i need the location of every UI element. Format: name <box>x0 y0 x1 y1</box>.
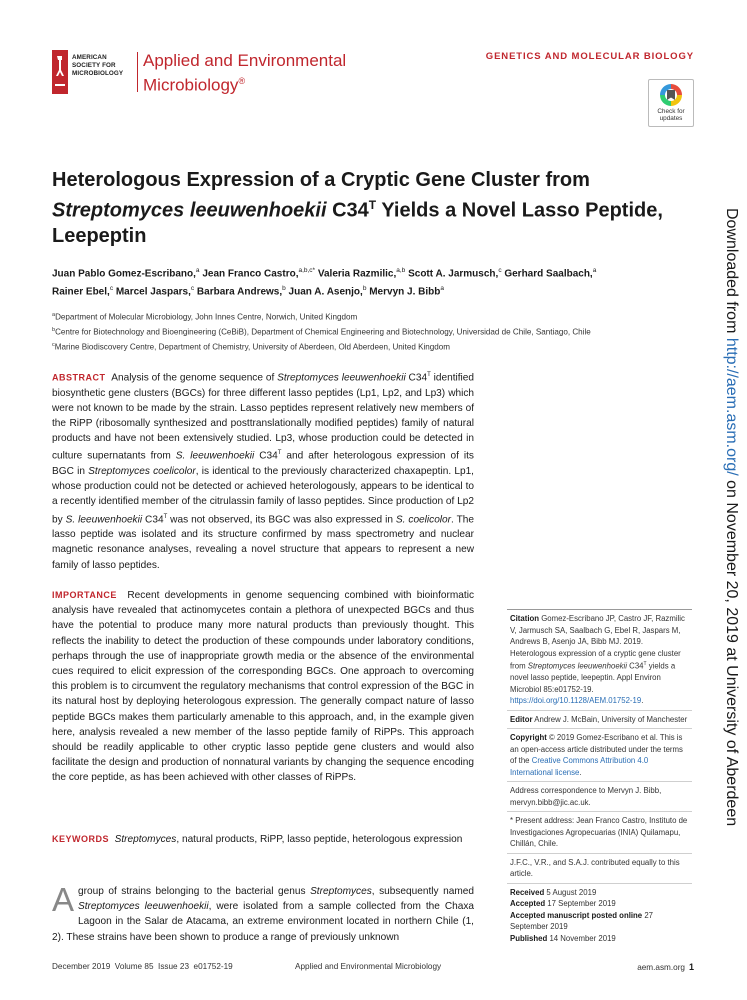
author-affil: c <box>109 285 114 293</box>
citation-text: Gomez-Escribano JP, Castro JF, Razmilic V, Jarmusch SA, Saalbach G, Ebel R, Jaspars M, Andrews B, Asenjo JA, Bibb MJ. 2019. Heterologous expression of a cryptic gene cluster from <box>510 614 685 671</box>
editor-text: Andrew J. McBain, University of Manchester <box>534 714 688 724</box>
keyword-italic: Streptomyces <box>114 834 177 845</box>
affil-sup: c <box>52 341 55 348</box>
author: Rainer Ebel, <box>52 286 110 298</box>
author: Juan A. Asenjo, <box>285 286 363 298</box>
equal-contribution-block: J.F.C., V.R., and S.A.J. contributed equally to this article. <box>507 853 692 883</box>
citation-sup: T <box>643 661 647 667</box>
abstract-text: and after heterologous expression of its BGC in <box>52 450 474 477</box>
author-affil: c <box>498 267 502 274</box>
abstract-text: , is identical to the previously characterized chaxapeptin. Lp1, whose production could not be detected or achieved heterologously, appears to be identical to a recently identified member of the citrulassin family of lasso peptides. Since production of Lp2 by <box>52 465 474 525</box>
abstract-text: . The lasso peptide was isolated and its structure confirmed by mass spectrometry and nuclear magnetic resonance analyses, revealing a novel structure that appears to represent a new family of lasso peptides. <box>52 513 474 571</box>
received-date: 5 August 2019 <box>546 887 597 897</box>
affiliations <box>52 309 672 354</box>
author-affil: c <box>190 285 195 293</box>
check-updates-line1: Check for <box>657 108 685 115</box>
watermark-prefix: Downloaded from <box>723 208 740 338</box>
intro-italic: Streptomyces leeuwenhoekii <box>78 901 209 913</box>
author-affil: a <box>592 267 597 274</box>
intro-italic: Streptomyces <box>310 886 372 897</box>
abstract-text: C34 <box>254 450 278 462</box>
accepted-date: 17 September 2019 <box>547 899 616 909</box>
copyright-end: . <box>579 767 582 777</box>
microscope-icon <box>52 50 68 94</box>
keywords-label: KEYWORDS <box>52 834 110 844</box>
footer-site-link[interactable]: aem.asm.org <box>637 963 685 972</box>
intro-text: , were isolated from a sample collected from the Chaxa Lagoon in the Salar de Atacama, an extreme environment located in northern Chile (1, 2). These strains have been shown to produce a range of previously unknown <box>52 901 474 943</box>
author: Valeria Razmilic, <box>315 268 397 280</box>
affiliation <box>52 324 672 339</box>
citation-text: C34 <box>627 661 644 671</box>
abstract-text: was not observed, its BGC was also expressed in <box>167 513 396 525</box>
page-number: 1 <box>688 962 694 972</box>
citation-text: yields a novel lasso peptide, leepeptin. Appl Environ Microbiol 85:e01752-19. <box>510 661 676 694</box>
received-label: Received <box>510 887 545 897</box>
affil-text: Centre for Biotechnology and Bioengineering (CeBiB), Department of Chemical Engineering and Biotechnology, Universidad de Chile, Santiago, Chile <box>55 327 591 337</box>
society-line-3: MICROBIOLOGY <box>72 70 124 77</box>
asm-logo <box>52 50 136 94</box>
abstract-sup: T <box>277 450 282 457</box>
copyright-label: Copyright <box>510 733 547 743</box>
title-line2-end: Yields a Novel Lasso Peptide, <box>376 199 663 222</box>
author: Mervyn J. Bibb <box>366 286 441 298</box>
author: Gerhard Saalbach, <box>501 268 593 280</box>
author-affil: b <box>282 285 286 293</box>
abstract <box>52 368 474 573</box>
copyright-text: © 2019 Gomez-Escribano et al. This is an open-access article distributed under the terms of the <box>510 733 683 766</box>
abstract-sup: T <box>163 513 168 520</box>
dropcap: A <box>52 881 75 918</box>
accepted-label: Accepted <box>510 899 546 909</box>
affil-text: Marine Biodiscovery Centre, Department of Chemistry, University of Aberdeen, Old Aberdeen, United Kingdom <box>54 342 451 352</box>
affil-sup: b <box>52 326 56 333</box>
keywords-text: , natural products, RiPP, lasso peptide, heterologous expression <box>176 834 463 845</box>
title-sup: T <box>368 198 377 212</box>
title-line1: Heterologous Expression of a Cryptic Gene Cluster from <box>52 169 590 191</box>
abstract-text: Analysis of the genome sequence of <box>111 372 275 384</box>
society-line-1: AMERICAN <box>72 54 107 61</box>
crossmark-icon <box>660 84 682 106</box>
intro-paragraph <box>52 881 474 945</box>
author-affil: a,b,c* <box>298 267 316 274</box>
author: Scott A. Jarmusch, <box>405 268 499 280</box>
society-line-2: SOCIETY FOR <box>72 62 116 69</box>
footer-journal: Applied and Environmental Microbiology <box>295 962 442 971</box>
affil-sup: a <box>52 312 56 318</box>
article-info-sidebar <box>507 609 692 947</box>
logo-divider <box>137 52 138 92</box>
check-updates-line2: updates <box>659 115 683 122</box>
copyright-block <box>507 728 692 781</box>
footer-issue-info: December 2019 Volume 85 Issue 23 e01752-19 <box>52 962 233 971</box>
author: Barbara Andrews, <box>194 286 283 298</box>
author: Juan Pablo Gomez-Escribano, <box>52 268 196 280</box>
accepted-ms-label: Accepted manuscript posted online <box>510 910 643 920</box>
keywords <box>52 832 474 847</box>
author-list <box>52 263 672 300</box>
correspondence-block: Address correspondence to Mervyn J. Bibb, mervyn.bibb@jic.ac.uk. <box>507 781 692 811</box>
author: Jean Franco Castro, <box>199 268 299 280</box>
abstract-text: C34 <box>142 513 164 525</box>
published-date: 14 November 2019 <box>549 933 616 943</box>
author-affil: b <box>362 285 367 293</box>
citation-block <box>507 609 692 710</box>
intro-text: , subsequently named <box>371 886 474 897</box>
importance-text: Recent developments in genome sequencing combined with bioinformatic analysis have revealed that actinomycetes contain a plethora of unexpected BGCs and thus have the potential to produce many more natural products than previously thought. This reflects the inability to detect the production of these compounds under laboratory conditions, perhaps through the use of inappropriate growth media or the absence of the environmental cues required to elicit expression of the corresponding BGCs. One approach to overcoming this problem is to circumvent the regulatory mechanisms that control expression of the BGC in its natural host by deploying heterologous expression. The generally compact nature of lasso peptide BGCs makes them particularly amenable to this approach, and, in the example given here, analysis revealed a new member of the lasso peptide family of RiPPs. This approach should be readily applicable to other cryptic lasso peptide gene clusters and would also facilitate the design and production of nonnatural variants by changing the sequence encoding the core peptide, as has been achieved with other classes of RiPPs. <box>52 590 475 784</box>
abstract-italic: S. coelicolor <box>395 513 452 525</box>
editor-block <box>507 710 692 729</box>
title-organism: Streptomyces leeuwenhoekii <box>52 199 327 222</box>
download-watermark <box>716 208 746 827</box>
watermark-link[interactable]: http://aem.asm.org/ <box>723 337 740 476</box>
author-affil: a,b <box>396 267 406 274</box>
watermark-suffix: on November 20, 2019 at University of Aberdeen <box>723 475 740 827</box>
journal-name-line2: Microbiology <box>143 75 239 95</box>
importance-label: IMPORTANCE <box>52 590 117 600</box>
abstract-italic: Streptomyces coelicolor <box>88 465 196 477</box>
title-line3: Leepeptin <box>52 224 147 247</box>
abstract-sup: T <box>427 372 431 378</box>
published-label: Published <box>510 933 548 943</box>
article-title <box>52 168 672 249</box>
abstract-text: C34 <box>405 372 428 384</box>
abstract-italic: S. leeuwenhoekii <box>65 513 143 525</box>
journal-name: Applied and Environmental Microbiology® <box>143 51 347 95</box>
importance <box>52 588 474 786</box>
author-affil: a <box>440 285 444 293</box>
editor-label: Editor <box>510 714 533 724</box>
abstract-italic: Streptomyces leeuwenhoekii <box>277 372 406 384</box>
present-address-block: * Present address: Jean Franco Castro, Instituto de Investigaciones Agropecuarias (INIA) Quilamapu, Chillán, Chile. <box>507 811 692 853</box>
affiliation <box>52 339 672 354</box>
affil-text: Department of Molecular Microbiology, John Innes Centre, Norwich, United Kingdom <box>55 312 358 322</box>
license-link[interactable]: Creative Commons Attribution 4.0 International license <box>510 756 649 777</box>
dates-block <box>507 883 692 948</box>
check-for-updates-button[interactable] <box>648 79 694 127</box>
author: Marcel Jaspars, <box>113 286 191 298</box>
abstract-italic: S. leeuwenhoekii <box>175 450 255 462</box>
abstract-text: identified biosynthetic gene clusters (BGCs) for three different lasso peptides (Lp1, Lp2, and Lp3) which were not known to be made by the strain. Lasso peptides represent relatively new members of the RiPP (ribosomally synthesized and posttranslationally modified peptides) family of natural products and have not been extensively studied. Lp3, whose production could be detected in culture supernatants from <box>52 372 475 462</box>
footer-site <box>637 962 694 972</box>
journal-name-line1: Applied and Environmental <box>143 51 347 70</box>
section-label: GENETICS AND MOLECULAR BIOLOGY <box>485 51 694 62</box>
citation-label: Citation <box>510 614 540 623</box>
affiliation <box>52 309 672 324</box>
accepted-ms-date: 27 September 2019 <box>510 910 653 932</box>
abstract-label: ABSTRACT <box>52 372 106 383</box>
title-strain: C34 <box>326 199 369 222</box>
intro-text: group of strains belonging to the bacterial genus <box>78 886 311 897</box>
citation-italic: Streptomyces leeuwenhoekii <box>527 661 628 671</box>
citation-end: . <box>641 696 644 706</box>
doi-link[interactable]: https://doi.org/10.1128/AEM.01752-19 <box>510 696 642 706</box>
author-affil: a <box>195 267 200 274</box>
